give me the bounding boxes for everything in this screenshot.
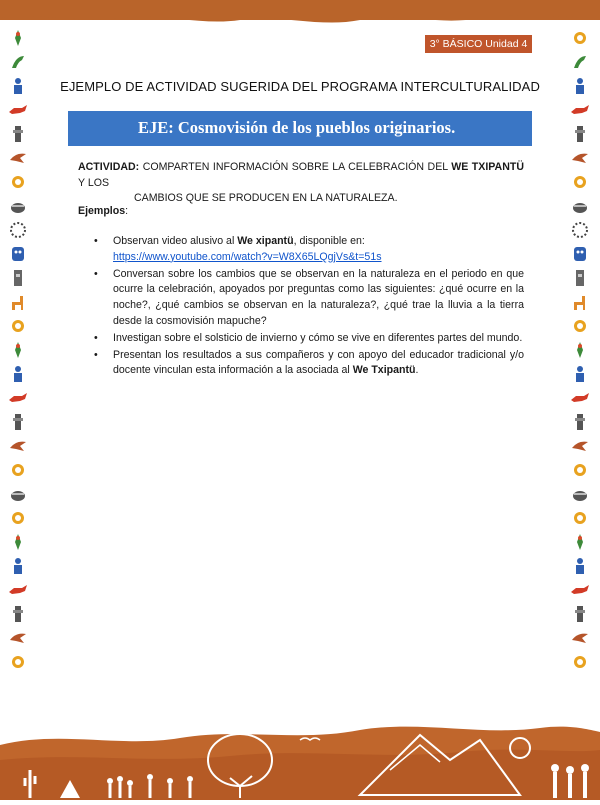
bullet-icon: • xyxy=(94,348,98,361)
eje-banner-text: EJE: Cosmovisión de los pueblos originarios. xyxy=(138,118,456,137)
lizard-icon xyxy=(8,52,28,72)
bullet-icon: • xyxy=(94,267,98,280)
figure-icon xyxy=(8,556,28,576)
mask-icon xyxy=(570,244,590,264)
example-text: Observan video alusivo al xyxy=(113,235,238,247)
basket-icon xyxy=(8,484,28,504)
bird-icon xyxy=(8,148,28,168)
sun-icon xyxy=(570,172,590,192)
figure-icon xyxy=(570,364,590,384)
example-text: Investigan sobre el solsticio de invierno y cómo se vive en diferentes partes del mundo. xyxy=(113,331,523,344)
mask-icon xyxy=(8,244,28,264)
feather-icon xyxy=(8,28,28,48)
activity-text: COMPARTEN INFORMACIÓN SOBRE LA CELEBRACIÓN DEL xyxy=(139,161,452,173)
basket-icon xyxy=(570,196,590,216)
sun-icon xyxy=(8,172,28,192)
star-icon xyxy=(570,220,590,240)
unit-badge: 3° BÁSICO Unidad 4 xyxy=(425,35,532,53)
sun-icon xyxy=(8,652,28,672)
fox-icon xyxy=(570,100,590,120)
sun-icon xyxy=(8,460,28,480)
examples-heading xyxy=(78,205,128,217)
feather-icon xyxy=(570,532,590,552)
bird-icon xyxy=(570,436,590,456)
figure-icon xyxy=(570,556,590,576)
feather-icon xyxy=(570,340,590,360)
sun-icon xyxy=(570,508,590,528)
figure-icon xyxy=(8,364,28,384)
sun-icon xyxy=(8,316,28,336)
feather-icon xyxy=(8,532,28,552)
bird-icon xyxy=(8,436,28,456)
example-text: Conversan sobre los cambios que se observan en la naturaleza en el periodo en que ocurre la celebración, apoyados por preguntas como las siguientes: ¿qué ocurre en la noche?, ¿qué cambios se observan en la naturaleza?, ¿qué trae la lluvia a la tierra desde la cosmovisión mapuche? xyxy=(113,267,524,327)
totem-icon xyxy=(570,412,590,432)
page-title: EJEMPLO DE ACTIVIDAD SUGERIDA DEL PROGRAMA INTERCULTURALIDAD xyxy=(60,79,540,94)
bullet-icon: • xyxy=(94,331,98,344)
totem-icon xyxy=(8,604,28,624)
totem-icon xyxy=(570,604,590,624)
sun-icon xyxy=(570,316,590,336)
youtube-link[interactable]: https://www.youtube.com/watch?v=W8X65LQgjVs&t=51s xyxy=(113,250,382,263)
activity-text-end: Y LOS xyxy=(78,176,110,189)
totem-icon xyxy=(8,412,28,432)
bottom-landscape-illustration xyxy=(0,700,600,800)
bird-icon xyxy=(8,628,28,648)
moai-icon xyxy=(570,268,590,288)
left-icon-column xyxy=(8,28,28,676)
sun-icon xyxy=(8,508,28,528)
feather-icon xyxy=(8,340,28,360)
activity-paragraph xyxy=(78,160,524,207)
activity-text-continued: CAMBIOS QUE SE PRODUCEN EN LA NATURALEZA. xyxy=(134,192,398,204)
list-item xyxy=(78,267,524,330)
examples-label: Ejemplos xyxy=(78,205,126,217)
activity-label: ACTIVIDAD: xyxy=(78,161,140,173)
moai-icon xyxy=(8,268,28,288)
activity-highlight: WE TXIPANTÜ xyxy=(451,161,524,173)
basket-icon xyxy=(570,484,590,504)
fox-icon xyxy=(8,580,28,600)
list-item xyxy=(78,348,524,380)
examples-colon: : xyxy=(125,205,129,217)
llama-icon xyxy=(8,292,28,312)
example-text-post: . xyxy=(415,364,419,377)
sun-icon xyxy=(570,28,590,48)
star-icon xyxy=(8,220,28,240)
list-item xyxy=(78,234,524,266)
totem-icon xyxy=(8,124,28,144)
right-icon-column xyxy=(570,28,590,676)
llama-icon xyxy=(570,292,590,312)
list-item xyxy=(78,331,524,347)
example-text: Presentan los resultados a sus compañeros y con apoyo del educador tradicional y/o docente vinculan esta información a la asociada al xyxy=(113,348,524,377)
eje-banner xyxy=(68,111,532,146)
fox-icon xyxy=(8,388,28,408)
sun-icon xyxy=(570,652,590,672)
fox-icon xyxy=(570,388,590,408)
example-text-post: , disponible en: xyxy=(293,235,365,247)
examples-list xyxy=(78,234,524,380)
sun-icon xyxy=(570,460,590,480)
bird-icon xyxy=(570,628,590,648)
fox-icon xyxy=(570,580,590,600)
bird-icon xyxy=(570,148,590,168)
lizard-icon xyxy=(570,52,590,72)
example-bold: We Txipantü xyxy=(352,364,416,377)
basket-icon xyxy=(8,196,28,216)
totem-icon xyxy=(570,124,590,144)
example-bold: We xipantü xyxy=(237,235,294,247)
fox-icon xyxy=(8,100,28,120)
top-decorative-band xyxy=(0,0,600,20)
bullet-icon: • xyxy=(94,235,98,247)
